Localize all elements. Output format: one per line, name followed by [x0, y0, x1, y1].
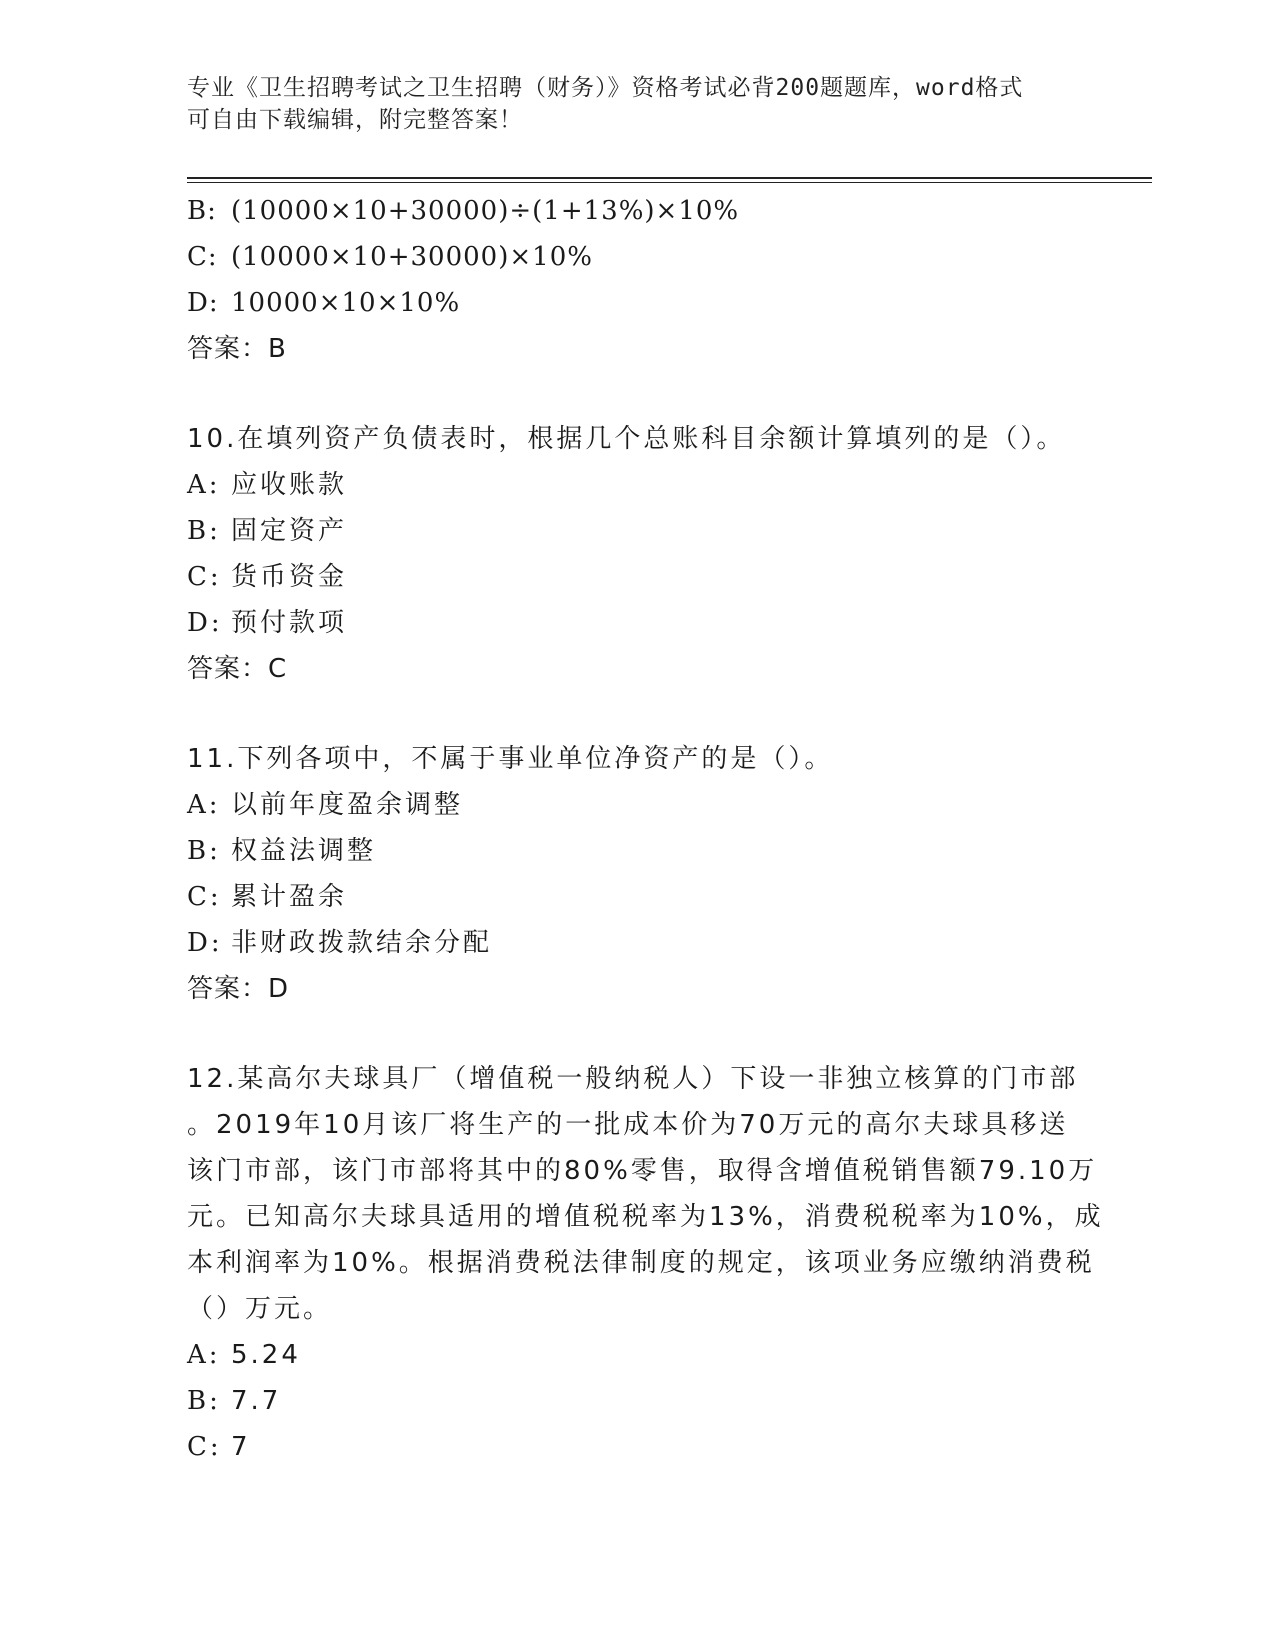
option-text: 权益法调整	[231, 836, 377, 866]
question-10-option-b	[187, 508, 1087, 554]
question-11-option-a	[187, 782, 1087, 828]
header-divider-thick	[187, 177, 1152, 179]
question-11-option-b	[187, 828, 1087, 874]
question-12-stem-line-2: 。2019年10月该厂将生产的一批成本价为70万元的高尔夫球具移送	[187, 1110, 1069, 1140]
option-label: C:	[187, 1432, 222, 1462]
option-text: 5.24	[231, 1340, 301, 1370]
option-label: B:	[187, 1386, 221, 1416]
option-label: C:	[187, 242, 218, 272]
question-12-stem-line-4: 元。已知高尔夫球具适用的增值税税率为13%，消费税税率为10%，成	[187, 1202, 1104, 1232]
option-label: D:	[187, 288, 219, 318]
question-12-stem-line-1: 12.某高尔夫球具厂（增值税一般纳税人）下设一非独立核算的门市部	[187, 1064, 1079, 1094]
question-10-stem: 10.在填列资产负债表时，根据几个总账科目余额计算填列的是（）。	[187, 424, 1066, 454]
question-11-option-d	[187, 920, 1087, 966]
question-12	[187, 1056, 1104, 1470]
question-11-option-c	[187, 874, 1087, 920]
header-title-line-1: 专业《卫生招聘考试之卫生招聘（财务）》资格考试必背200题题库，word格式	[187, 75, 1024, 101]
question-11-stem: 11.下列各项中，不属于事业单位净资产的是（）。	[187, 744, 834, 774]
option-text: (10000×10+30000)×10%	[231, 242, 593, 272]
option-text: 累计盈余	[231, 882, 348, 912]
option-label: D:	[187, 608, 223, 638]
question-9-option-c	[187, 234, 1087, 280]
question-9	[187, 188, 1087, 372]
question-10-option-d	[187, 600, 1087, 646]
option-label: B:	[187, 836, 221, 866]
question-12-stem-line-6: （）万元。	[187, 1294, 333, 1324]
question-10-option-a	[187, 462, 1087, 508]
spacer	[187, 1012, 1087, 1056]
option-label: B:	[187, 196, 217, 226]
option-text: 以前年度盈余调整	[231, 790, 464, 820]
question-11-answer: 答案：D	[187, 974, 290, 1004]
spacer	[187, 692, 1087, 736]
document-header	[187, 72, 1087, 136]
option-text: (10000×10+30000)÷(1+13%)×10%	[231, 196, 740, 226]
option-label: C:	[187, 882, 222, 912]
question-10	[187, 416, 1087, 692]
question-10-option-c	[187, 554, 1087, 600]
question-9-option-b	[187, 188, 1087, 234]
question-9-option-d	[187, 280, 1087, 326]
option-label: D:	[187, 928, 223, 958]
question-list	[187, 188, 1104, 1470]
question-11	[187, 736, 1087, 1012]
option-label: A:	[187, 790, 221, 820]
option-label: A:	[187, 470, 221, 500]
option-text: 货币资金	[231, 562, 348, 592]
question-12-stem-line-3: 该门市部，该门市部将其中的80%零售，取得含增值税销售额79.10万	[187, 1156, 1098, 1186]
option-text: 固定资产	[231, 516, 348, 546]
option-text: 非财政拨款结余分配	[231, 928, 493, 958]
question-12-option-a	[187, 1332, 1087, 1378]
question-12-stem-line-5: 本利润率为10%。根据消费税法律制度的规定，该项业务应缴纳消费税	[187, 1248, 1095, 1278]
option-text: 7.7	[231, 1386, 282, 1416]
question-9-answer: 答案：B	[187, 334, 287, 364]
option-label: C:	[187, 562, 222, 592]
spacer	[187, 372, 1087, 416]
option-label: A:	[187, 1340, 221, 1370]
option-text: 7	[231, 1432, 251, 1462]
header-divider-thin	[187, 182, 1152, 183]
question-12-option-c	[187, 1424, 1087, 1470]
option-label: B:	[187, 516, 221, 546]
option-text: 应收账款	[231, 470, 348, 500]
option-text: 10000×10×10%	[231, 288, 461, 318]
question-10-answer: 答案：C	[187, 654, 288, 684]
option-text: 预付款项	[231, 608, 348, 638]
question-12-option-b	[187, 1378, 1087, 1424]
header-title-line-2: 可自由下载编辑，附完整答案！	[187, 107, 523, 133]
